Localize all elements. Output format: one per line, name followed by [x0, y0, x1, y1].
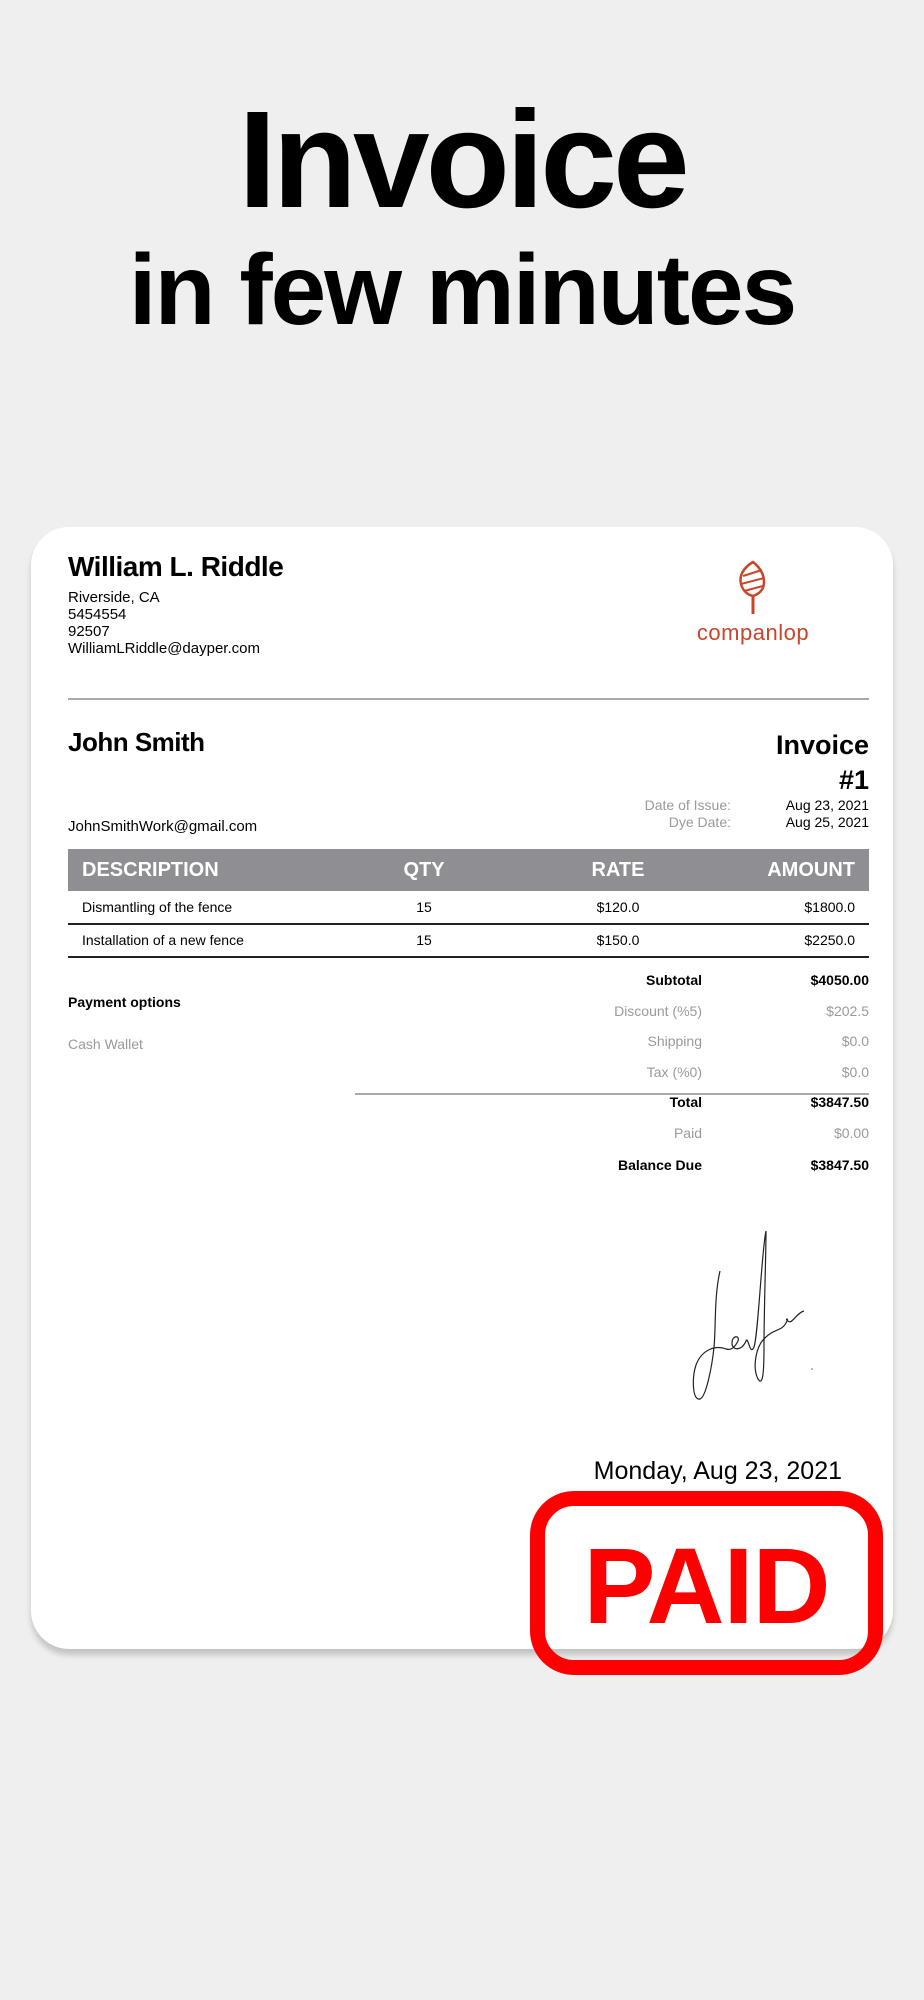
payment-options-label: Payment options: [68, 994, 181, 1010]
paid-label: Paid: [673, 1125, 702, 1141]
row-rate: $120.0: [596, 899, 640, 915]
hero-subtitle: in few minutes: [128, 234, 796, 346]
payment-method: Cash Wallet: [68, 1036, 143, 1052]
total-value: $3847.50: [810, 1094, 869, 1110]
paid-stamp-text: PAID: [583, 1525, 830, 1646]
invoice-title: Invoice: [775, 730, 869, 760]
row-rate: $150.0: [596, 932, 640, 948]
sender-address-line: 92507: [68, 623, 110, 640]
tax-label: Tax (%0): [646, 1064, 702, 1080]
row-amount: $1800.0: [804, 899, 855, 915]
row-description: Dismantling of the fence: [82, 899, 233, 915]
total-label: Total: [669, 1094, 702, 1110]
header-description: DESCRIPTION: [82, 859, 219, 881]
invoice-number: #1: [838, 765, 869, 795]
sender-email: WilliamLRiddle@dayper.com: [68, 640, 260, 657]
shipping-label: Shipping: [647, 1033, 702, 1049]
header-amount: AMOUNT: [767, 859, 855, 881]
client-name: John Smith: [68, 727, 205, 757]
row-qty: 15: [416, 899, 432, 915]
balance-due-value: $3847.50: [810, 1157, 869, 1173]
row-description: Installation of a new fence: [82, 932, 244, 948]
sender-name: William L. Riddle: [68, 551, 284, 582]
header-qty: QTY: [403, 859, 445, 881]
hero-title: Invoice: [238, 83, 686, 237]
discount-value: $202.5: [826, 1003, 869, 1019]
sender-address-line: Riverside, CA: [68, 589, 160, 606]
due-date-label: Dye Date:: [668, 814, 731, 830]
date-of-issue: Aug 23, 2021: [785, 797, 869, 813]
subtotal-value: $4050.00: [810, 972, 869, 988]
table-row: [68, 891, 869, 925]
due-date: Aug 25, 2021: [785, 814, 869, 830]
table-header: [68, 849, 869, 891]
totals-divider: [355, 1093, 869, 1095]
date-of-issue-label: Date of Issue:: [644, 797, 731, 813]
client-email: JohnSmithWork@gmail.com: [68, 818, 258, 835]
balance-due-label: Balance Due: [617, 1157, 702, 1173]
company-logo: [670, 542, 836, 672]
tax-value: $0.0: [841, 1064, 869, 1080]
header-rate: RATE: [591, 859, 645, 881]
row-amount: $2250.0: [804, 932, 855, 948]
discount-label: Discount (%5): [614, 1003, 702, 1019]
invoice-card: [31, 527, 893, 1649]
row-qty: 15: [416, 932, 432, 948]
shipping-value: $0.0: [841, 1033, 869, 1049]
subtotal-label: Subtotal: [646, 972, 702, 988]
divider: [68, 698, 869, 700]
table-row: [68, 924, 869, 958]
signature: [686, 1227, 816, 1407]
sender-address-line: 5454554: [68, 606, 127, 623]
logo-text: companlop: [696, 620, 810, 645]
cotton-candy-icon: [733, 558, 773, 616]
signature-date: Monday, Aug 23, 2021: [593, 1457, 842, 1485]
paid-value: $0.00: [833, 1125, 869, 1141]
paid-stamp: [530, 1491, 883, 1675]
